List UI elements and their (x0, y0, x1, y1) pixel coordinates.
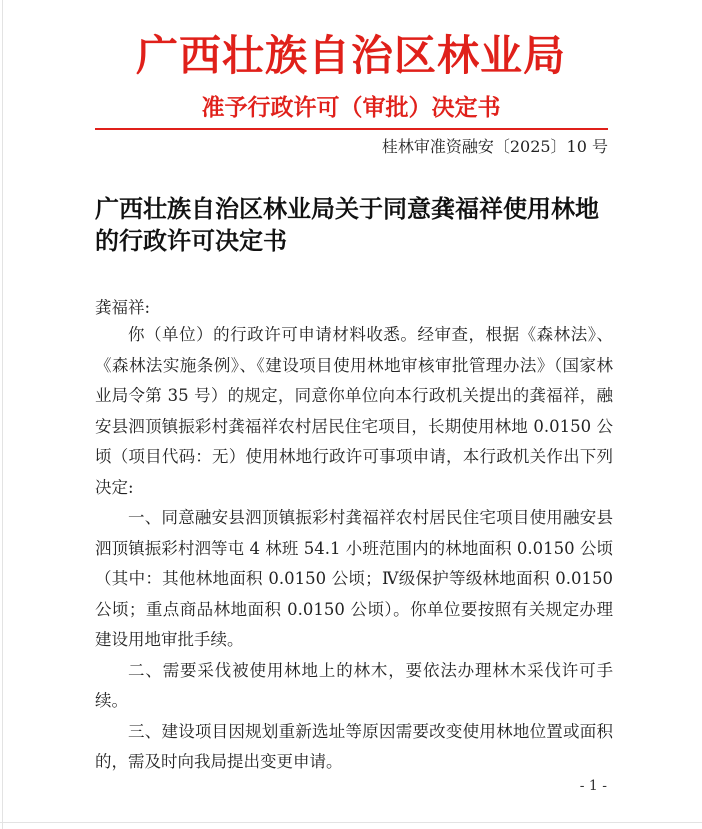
paragraph-decision-2: 二、需要采伐被使用林地上的林木，要依法办理林木采伐许可手续。 (95, 660, 613, 710)
red-divider-line (95, 128, 608, 130)
salutation: 龚福祥: (95, 298, 151, 317)
paragraph-decision-3: 三、建设项目因规划重新选址等原因需要改变使用林地位置或面积的，需及时向我局提出变更申请。 (95, 721, 613, 771)
page-number: - 1 - (579, 778, 607, 794)
document-body (95, 320, 613, 778)
page-edge-left (2, 0, 3, 829)
document-title: 广西壮族自治区林业局关于同意龚福祥使用林地的行政许可决定书 (95, 194, 599, 255)
document-type-header: 准予行政许可（审批）决定书 (201, 94, 501, 121)
agency-name-header: 广西壮族自治区林业局 (135, 31, 566, 80)
page-edge-bottom (0, 822, 702, 823)
paragraph-intro: 你（单位）的行政许可申请材料收悉。经审查，根据《森林法》、《森林法实施条例》、《建设项目使用林地审核审批管理办法》（国家林业局令第 35 号）的规定，同意你单位向本行政机关提出的龚福祥，融安县泗顶镇振彩村龚福祥农村居民住宅项目，长期使用林地 0.0150 公顷（项目代码：无）使用林地行政许可事项申请，本行政机关作出下列决定: (95, 325, 613, 497)
document-number: 桂林审准资融安〔2025〕10 号 (381, 137, 608, 156)
paragraph-decision-1: 一、同意融安县泗顶镇振彩村龚福祥农村居民住宅项目使用融安县泗顶镇振彩村泗等屯 4 林班 54.1 小班范围内的林地面积 0.0150 公顷（其中：其他林地面积 0.0150 公顷；Ⅳ级保护等级林地面积 0.0150 公顷；重点商品林地面积 0.0150 公顷）。你单位要按照有关规定办理建设用地审批手续。 (95, 508, 613, 649)
